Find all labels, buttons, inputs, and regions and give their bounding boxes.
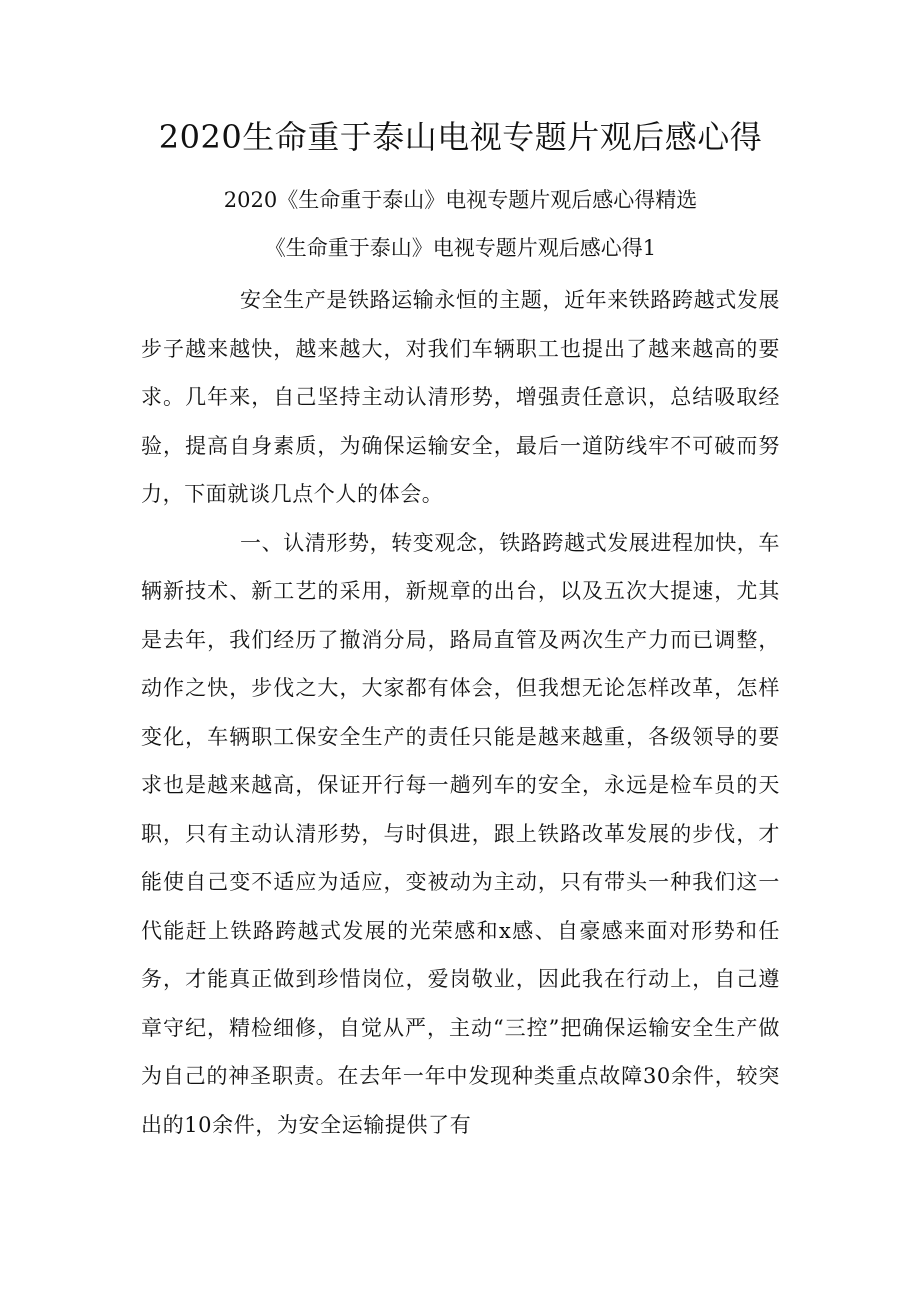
section-heading: 《生命重于泰山》电视专题片观后感心得1 — [264, 236, 657, 260]
document-body — [141, 276, 780, 1149]
body-paragraph: 一、认清形势，转变观念，铁路跨越式发展进程加快，车辆新技术、新工艺的采用，新规章的出台，以及五次大提速，尤其是去年，我们经历了撤消分局，路局直管及两次生产力而已调整，动作之快，步伐之大，大家都有体会，但我想无论怎样改革，怎样变化，车辆职工保安全生产的责任只能是越来越重，各级领导的要求也是越来越高，保证开行每一趟列车的安全，永远是检车员的天职，只有主动认清形势，与时俱进，跟上铁路改革发展的步伐，才能使自己变不适应为适应，变被动为主动，只有带头一种我们这一代能赶上铁路跨越式发展的光荣感和x感、自豪感来面对形势和任务，才能真正做到珍惜岗位，爱岗敬业，因此我在行动上，自己遵章守纪，精检细修，自觉从严，主动“三控”把确保运输安全生产做为自己的神圣职责。在去年一年中发现种类重点故障30余件，较突出的10余件，为安全运输提供了有 — [141, 530, 780, 1137]
document-subtitle: 2020《生命重于泰山》电视专题片观后感心得精选 — [223, 188, 698, 212]
document-title: 2020生命重于泰山电视专题片观后感心得 — [158, 118, 763, 156]
body-paragraph: 安全生产是铁路运输永恒的主题，近年来铁路跨越式发展步子越来越快，越来越大，对我们车辆职工也提出了越来越高的要求。几年来，自己坚持主动认清形势，增强责任意识，总结吸取经验，提高自身素质，为确保运输安全，最后一道防线牢不可破而努力，下面就谈几点个人的体会。 — [141, 288, 780, 506]
